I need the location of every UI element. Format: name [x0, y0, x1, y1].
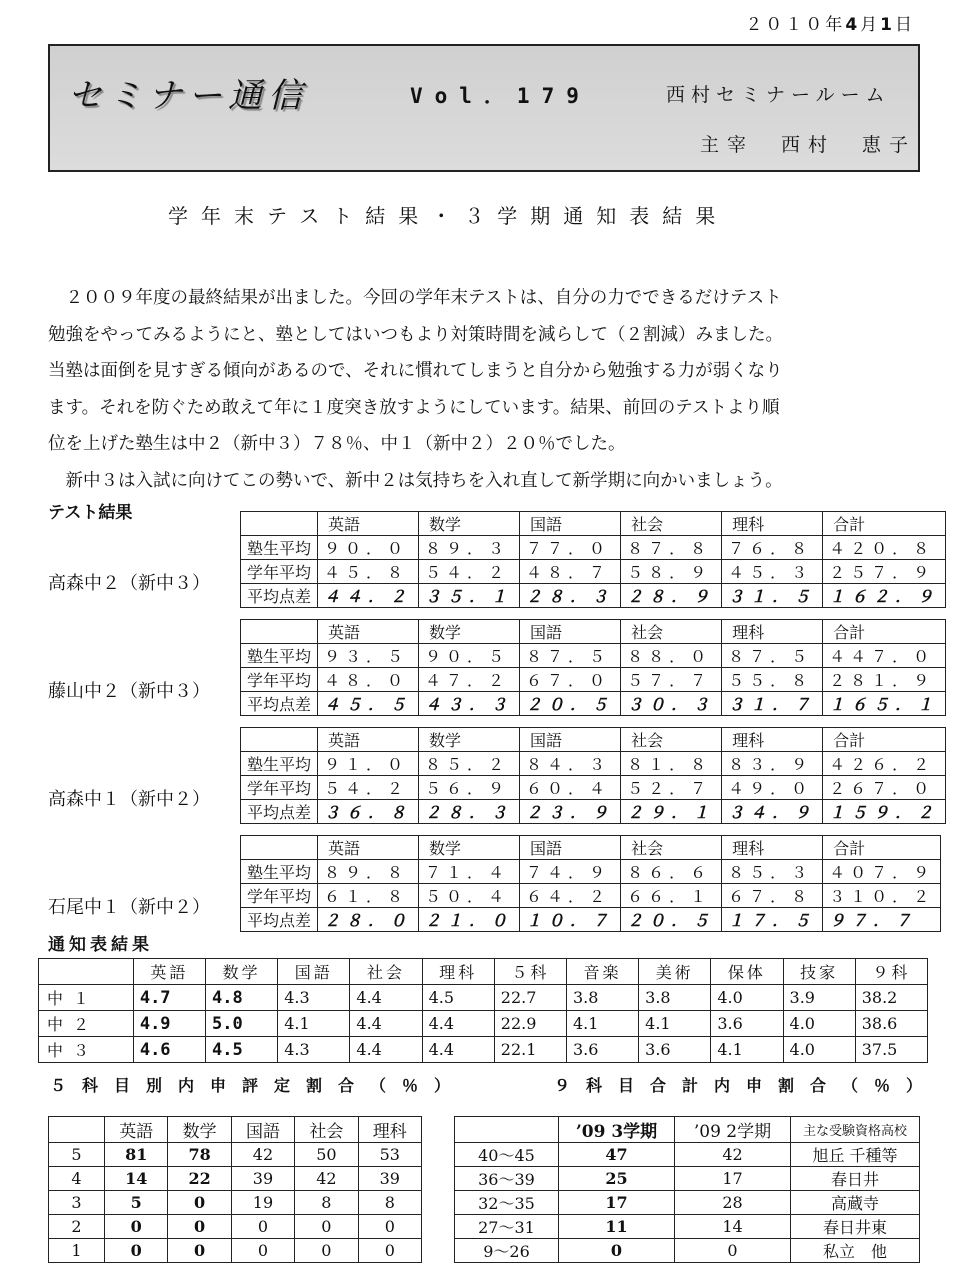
- table-row: [455, 1239, 920, 1263]
- table-header-row: [241, 836, 941, 860]
- nine-subject-table: [454, 1116, 920, 1263]
- header-cell: [49, 1117, 105, 1143]
- volume-number: Vol．179: [410, 84, 591, 108]
- table-header-row: [241, 728, 946, 752]
- score-cell: ２８．３: [419, 800, 520, 824]
- row-label: 平均点差: [241, 800, 318, 824]
- header-cell: 理科: [722, 512, 823, 536]
- rating-cell: 4.1: [566, 1011, 638, 1037]
- percent-cell: 5: [105, 1191, 168, 1215]
- test-result-table: [240, 835, 941, 932]
- header-cell: 理科: [358, 1117, 421, 1143]
- rating-cell: 37.5: [855, 1037, 927, 1063]
- intro-line: 当塾は面倒を見すぎる傾向があるので、それに慣れてしまうと自分から勉強する力が弱くなり: [48, 361, 783, 382]
- header-cell: 社会: [295, 1117, 358, 1143]
- header-cell: 理科: [722, 728, 823, 752]
- score-range: 9～26: [455, 1239, 559, 1263]
- table-header-row: [241, 620, 946, 644]
- score-cell: ５７．７: [621, 668, 722, 692]
- table-row: [39, 1037, 928, 1063]
- table-row: [241, 668, 946, 692]
- table-row: [241, 752, 946, 776]
- issue-date: [745, 10, 915, 35]
- score-cell: ２０．５: [621, 908, 722, 932]
- term3-percent: 47: [559, 1143, 675, 1167]
- grade-label: 3: [49, 1191, 105, 1215]
- table-row: [39, 985, 928, 1011]
- percent-cell: 42: [231, 1143, 294, 1167]
- eligible-school: 私立 他: [791, 1239, 920, 1263]
- row-label: 学年平均: [241, 884, 318, 908]
- score-range: 32～35: [455, 1191, 559, 1215]
- score-cell: ２０．５: [520, 692, 621, 716]
- rating-cell: 4.4: [422, 1037, 494, 1063]
- test-result-table: [240, 727, 946, 824]
- rating-cell: 22.1: [494, 1037, 566, 1063]
- percent-cell: 78: [168, 1143, 231, 1167]
- header-cell: 理科: [722, 836, 823, 860]
- row-label: 平均点差: [241, 584, 318, 608]
- row-label: 平均点差: [241, 692, 318, 716]
- rating-cell: 4.1: [711, 1037, 783, 1063]
- report-card-table: [38, 958, 928, 1063]
- score-cell: ２８１．９: [823, 668, 946, 692]
- table-row: [241, 692, 946, 716]
- grade-label: 4: [49, 1167, 105, 1191]
- rating-cell: 4.3: [278, 985, 350, 1011]
- score-cell: ８５．２: [419, 752, 520, 776]
- rating-cell: 4.6: [133, 1037, 205, 1063]
- test-result-body: [241, 620, 946, 716]
- percent-cell: 53: [358, 1143, 421, 1167]
- percent-cell: 8: [295, 1191, 358, 1215]
- term3-percent: 25: [559, 1167, 675, 1191]
- score-cell: １０．７: [520, 908, 621, 932]
- table-row: [455, 1143, 920, 1167]
- rating-cell: 22.9: [494, 1011, 566, 1037]
- row-label: 塾生平均: [241, 536, 318, 560]
- score-cell: ２３．９: [520, 800, 621, 824]
- test-result-body: [241, 836, 941, 932]
- term2-percent: 0: [675, 1239, 791, 1263]
- percent-cell: 0: [295, 1215, 358, 1239]
- header-cell: 保体: [711, 959, 783, 985]
- percent-cell: 14: [105, 1167, 168, 1191]
- nine-subject-caption: ９科目合計内申割合（％）: [554, 1076, 939, 1095]
- score-cell: ６１．８: [318, 884, 419, 908]
- row-label: 学年平均: [241, 668, 318, 692]
- percent-cell: 0: [231, 1215, 294, 1239]
- header-cell: 国語: [278, 959, 350, 985]
- rating-cell: 4.5: [206, 1037, 278, 1063]
- row-label: 平均点差: [241, 908, 318, 932]
- organization-name: 西村セミナールーム: [666, 84, 891, 106]
- score-range: 36～39: [455, 1167, 559, 1191]
- table-row: [241, 860, 941, 884]
- score-cell: ４４．２: [318, 584, 419, 608]
- table-header-row: [455, 1117, 920, 1143]
- percent-cell: 0: [168, 1191, 231, 1215]
- table-row: [49, 1167, 422, 1191]
- header-cell: [241, 728, 318, 752]
- score-cell: ６７．０: [520, 668, 621, 692]
- score-cell: ９７．７: [823, 908, 941, 932]
- score-cell: ４７．２: [419, 668, 520, 692]
- percent-cell: 39: [358, 1167, 421, 1191]
- intro-line: 新中３は入試に向けてこの勢いで、新中２は気持ちを入れ直して新学期に向かいましょう。: [48, 470, 783, 491]
- score-cell: ４２６．２: [823, 752, 946, 776]
- header-cell: ５科: [494, 959, 566, 985]
- table-row: [49, 1191, 422, 1215]
- score-cell: ７１．４: [419, 860, 520, 884]
- score-cell: ２５７．９: [823, 560, 946, 584]
- date-day-unit: 日: [895, 15, 915, 35]
- article-headline: 学年末テスト結果・３学期通知表結果: [168, 204, 729, 228]
- score-cell: １５９．２: [823, 800, 946, 824]
- score-cell: ５２．７: [621, 776, 722, 800]
- header-cell: ’09 2学期: [675, 1117, 791, 1143]
- rating-cell: 4.5: [422, 985, 494, 1011]
- table-row: [241, 776, 946, 800]
- rating-cell: 3.6: [566, 1037, 638, 1063]
- header-cell: 合計: [823, 512, 946, 536]
- term3-percent: 11: [559, 1215, 675, 1239]
- header-cell: 美術: [639, 959, 711, 985]
- score-cell: ９３．５: [318, 644, 419, 668]
- percent-cell: 0: [105, 1215, 168, 1239]
- percent-cell: 0: [168, 1239, 231, 1263]
- report-card-label: 通知表結果: [48, 935, 153, 955]
- school-name: 高森中１（新中２）: [48, 789, 210, 810]
- table-header-row: [241, 512, 946, 536]
- score-cell: ３４．９: [722, 800, 823, 824]
- score-cell: ３１．５: [722, 584, 823, 608]
- eligible-school: 春日井東: [791, 1215, 920, 1239]
- score-cell: ５４．２: [318, 776, 419, 800]
- grade-label: 2: [49, 1215, 105, 1239]
- score-cell: ８４．３: [520, 752, 621, 776]
- rating-cell: 4.0: [783, 1011, 855, 1037]
- table-row: [49, 1143, 422, 1167]
- header-cell: 英語: [318, 836, 419, 860]
- score-cell: ２１．０: [419, 908, 520, 932]
- score-cell: ９０．０: [318, 536, 419, 560]
- header-cell: 技家: [783, 959, 855, 985]
- score-range: 40～45: [455, 1143, 559, 1167]
- header-cell: 社会: [621, 728, 722, 752]
- score-cell: ３５．１: [419, 584, 520, 608]
- row-label: 学年平均: [241, 776, 318, 800]
- intro-paragraph: [48, 280, 928, 500]
- score-cell: ８５．３: [722, 860, 823, 884]
- score-cell: ２８．３: [520, 584, 621, 608]
- table-row: [49, 1239, 422, 1263]
- grade-label: 中３: [39, 1037, 134, 1063]
- rating-cell: 4.1: [639, 1011, 711, 1037]
- table-header-row: [39, 959, 928, 985]
- header-cell: [241, 512, 318, 536]
- score-cell: ８１．８: [621, 752, 722, 776]
- score-cell: １７．５: [722, 908, 823, 932]
- date-day: 1: [880, 15, 895, 35]
- score-cell: ２９．１: [621, 800, 722, 824]
- percent-cell: 42: [295, 1167, 358, 1191]
- table-row: [455, 1215, 920, 1239]
- score-cell: ８６．６: [621, 860, 722, 884]
- score-cell: ６４．２: [520, 884, 621, 908]
- score-cell: ８７．８: [621, 536, 722, 560]
- header-cell: 英語: [318, 728, 419, 752]
- rating-cell: 4.4: [350, 1037, 422, 1063]
- intro-line: 位を上げた塾生は中２（新中３）７８％、中１（新中２）２０％でした。: [48, 434, 626, 455]
- score-cell: ９０．５: [419, 644, 520, 668]
- rating-cell: 4.8: [206, 985, 278, 1011]
- score-cell: ４２０．８: [823, 536, 946, 560]
- table-row: [241, 800, 946, 824]
- rating-cell: 38.6: [855, 1011, 927, 1037]
- score-cell: ８９．８: [318, 860, 419, 884]
- term2-percent: 17: [675, 1167, 791, 1191]
- score-cell: ４３．３: [419, 692, 520, 716]
- score-cell: ７７．０: [520, 536, 621, 560]
- percent-cell: 0: [295, 1239, 358, 1263]
- grade-label: 中１: [39, 985, 134, 1011]
- school-name: 石尾中１（新中２）: [48, 897, 210, 918]
- table-row: [241, 644, 946, 668]
- header-cell: 合計: [823, 620, 946, 644]
- table-row: [241, 560, 946, 584]
- score-cell: ９１．０: [318, 752, 419, 776]
- header-cell: 主な受験資格高校: [791, 1117, 920, 1143]
- rating-cell: 22.7: [494, 985, 566, 1011]
- intro-line: ます。それを防ぐため敢えて年に１度突き放すようにしています。結果、前回のテストより順: [48, 397, 780, 418]
- table-row: [241, 908, 941, 932]
- rating-cell: 4.1: [278, 1011, 350, 1037]
- eligible-school: 春日井: [791, 1167, 920, 1191]
- score-cell: ６６．１: [621, 884, 722, 908]
- header-cell: 合計: [823, 728, 946, 752]
- grade-label: 1: [49, 1239, 105, 1263]
- header-cell: 数学: [419, 728, 520, 752]
- score-cell: ４９．０: [722, 776, 823, 800]
- score-cell: ８９．３: [419, 536, 520, 560]
- eligible-school: 高蔵寺: [791, 1191, 920, 1215]
- score-cell: ４４７．０: [823, 644, 946, 668]
- score-cell: ３１０．２: [823, 884, 941, 908]
- date-year: ２０１０年: [745, 15, 846, 35]
- header-cell: 社会: [621, 836, 722, 860]
- header-cell: 数学: [419, 512, 520, 536]
- intro-line: 勉強をやってみるようにと、塾としてはいつもより対策時間を減らして（２割減）みました。: [48, 324, 783, 345]
- school-name: 高森中２（新中３）: [48, 573, 210, 594]
- table-row: [241, 584, 946, 608]
- header-cell: 合計: [823, 836, 941, 860]
- rating-cell: 3.8: [639, 985, 711, 1011]
- date-month: 4: [845, 15, 861, 35]
- test-result-body: [241, 728, 946, 824]
- score-cell: ５５．８: [722, 668, 823, 692]
- rating-cell: 4.0: [783, 1037, 855, 1063]
- five-subject-table: [48, 1116, 422, 1263]
- header-cell: 英語: [318, 512, 419, 536]
- score-cell: ８７．５: [722, 644, 823, 668]
- rating-cell: 4.3: [278, 1037, 350, 1063]
- header-cell: 英語: [318, 620, 419, 644]
- table-row: [455, 1167, 920, 1191]
- row-label: 塾生平均: [241, 644, 318, 668]
- test-result-body: [241, 512, 946, 608]
- term2-percent: 42: [675, 1143, 791, 1167]
- header-cell: [241, 620, 318, 644]
- five-subject-caption: ５科目別内申評定割合（％）: [50, 1076, 467, 1095]
- score-cell: ３０．３: [621, 692, 722, 716]
- score-cell: ８７．５: [520, 644, 621, 668]
- score-cell: ５６．９: [419, 776, 520, 800]
- term2-percent: 14: [675, 1215, 791, 1239]
- test-results-label: テスト結果: [48, 503, 133, 523]
- score-cell: ５０．４: [419, 884, 520, 908]
- row-label: 塾生平均: [241, 752, 318, 776]
- score-cell: ４８．７: [520, 560, 621, 584]
- rating-cell: 4.7: [133, 985, 205, 1011]
- score-cell: ４５．８: [318, 560, 419, 584]
- school-name: 藤山中２（新中３）: [48, 681, 210, 702]
- header-cell: 国語: [520, 620, 621, 644]
- percent-cell: 0: [231, 1239, 294, 1263]
- rating-cell: 3.6: [711, 1011, 783, 1037]
- percent-cell: 39: [231, 1167, 294, 1191]
- header-cell: 社会: [621, 512, 722, 536]
- header-cell: 音楽: [566, 959, 638, 985]
- header-cell: 数学: [168, 1117, 231, 1143]
- rating-cell: 4.9: [133, 1011, 205, 1037]
- percent-cell: 81: [105, 1143, 168, 1167]
- header-cell: 社会: [621, 620, 722, 644]
- header-cell: 国語: [520, 836, 621, 860]
- score-cell: ４０７．９: [823, 860, 941, 884]
- table-row: [39, 1011, 928, 1037]
- row-label: 塾生平均: [241, 860, 318, 884]
- header-cell: [455, 1117, 559, 1143]
- rating-cell: 4.0: [711, 985, 783, 1011]
- score-cell: ６７．８: [722, 884, 823, 908]
- header-cell: 英語: [133, 959, 205, 985]
- header-cell: ９科: [855, 959, 927, 985]
- score-cell: ２８．９: [621, 584, 722, 608]
- score-range: 27～31: [455, 1215, 559, 1239]
- score-cell: ７６．８: [722, 536, 823, 560]
- header-cell: 社会: [350, 959, 422, 985]
- term3-percent: 0: [559, 1239, 675, 1263]
- percent-cell: 50: [295, 1143, 358, 1167]
- rating-cell: 3.8: [566, 985, 638, 1011]
- term2-percent: 28: [675, 1191, 791, 1215]
- intro-line: ２００９年度の最終結果が出ました。今回の学年末テストは、自分の力でできるだけテスト: [48, 288, 782, 308]
- row-label: 学年平均: [241, 560, 318, 584]
- header-cell: 数学: [419, 620, 520, 644]
- score-cell: ２８．０: [318, 908, 419, 932]
- header-cell: 英語: [105, 1117, 168, 1143]
- table-row: [455, 1191, 920, 1215]
- percent-cell: 0: [358, 1215, 421, 1239]
- score-cell: ６０．４: [520, 776, 621, 800]
- score-cell: １６２．９: [823, 584, 946, 608]
- rating-cell: 4.4: [350, 1011, 422, 1037]
- grade-label: 中２: [39, 1011, 134, 1037]
- score-cell: ８８．０: [621, 644, 722, 668]
- header-cell: 数学: [419, 836, 520, 860]
- score-cell: ５４．２: [419, 560, 520, 584]
- score-cell: ５８．９: [621, 560, 722, 584]
- term3-percent: 17: [559, 1191, 675, 1215]
- header-cell: 国語: [231, 1117, 294, 1143]
- table-row: [241, 536, 946, 560]
- rating-cell: 3.9: [783, 985, 855, 1011]
- rating-cell: 4.4: [350, 985, 422, 1011]
- newsletter-header: [48, 44, 920, 172]
- rating-cell: 38.2: [855, 985, 927, 1011]
- percent-cell: 0: [168, 1215, 231, 1239]
- score-cell: ２６７．０: [823, 776, 946, 800]
- percent-cell: 0: [358, 1239, 421, 1263]
- score-cell: ４５．３: [722, 560, 823, 584]
- score-cell: ４５．５: [318, 692, 419, 716]
- date-month-unit: 月: [860, 15, 881, 35]
- table-header-row: [49, 1117, 422, 1143]
- header-cell: 理科: [722, 620, 823, 644]
- eligible-school: 旭丘 千種等: [791, 1143, 920, 1167]
- score-cell: ７４．９: [520, 860, 621, 884]
- header-cell: [241, 836, 318, 860]
- percent-cell: 22: [168, 1167, 231, 1191]
- header-cell: 理科: [422, 959, 494, 985]
- header-cell: ’09 3学期: [559, 1117, 675, 1143]
- host-name: 主宰 西村 恵子: [700, 134, 917, 156]
- header-cell: [39, 959, 134, 985]
- score-cell: ４８．０: [318, 668, 419, 692]
- score-cell: ８３．９: [722, 752, 823, 776]
- table-row: [49, 1215, 422, 1239]
- percent-cell: 0: [105, 1239, 168, 1263]
- rating-cell: 4.4: [422, 1011, 494, 1037]
- grade-label: 5: [49, 1143, 105, 1167]
- newsletter-title: セミナー通信: [68, 76, 308, 116]
- test-result-table: [240, 511, 946, 608]
- header-cell: 数学: [206, 959, 278, 985]
- score-cell: ３１．７: [722, 692, 823, 716]
- score-cell: １６５．１: [823, 692, 946, 716]
- score-cell: ３６．８: [318, 800, 419, 824]
- test-result-table: [240, 619, 946, 716]
- header-cell: 国語: [520, 728, 621, 752]
- percent-cell: 8: [358, 1191, 421, 1215]
- rating-cell: 3.6: [639, 1037, 711, 1063]
- table-row: [241, 884, 941, 908]
- rating-cell: 5.0: [206, 1011, 278, 1037]
- header-cell: 国語: [520, 512, 621, 536]
- percent-cell: 19: [231, 1191, 294, 1215]
